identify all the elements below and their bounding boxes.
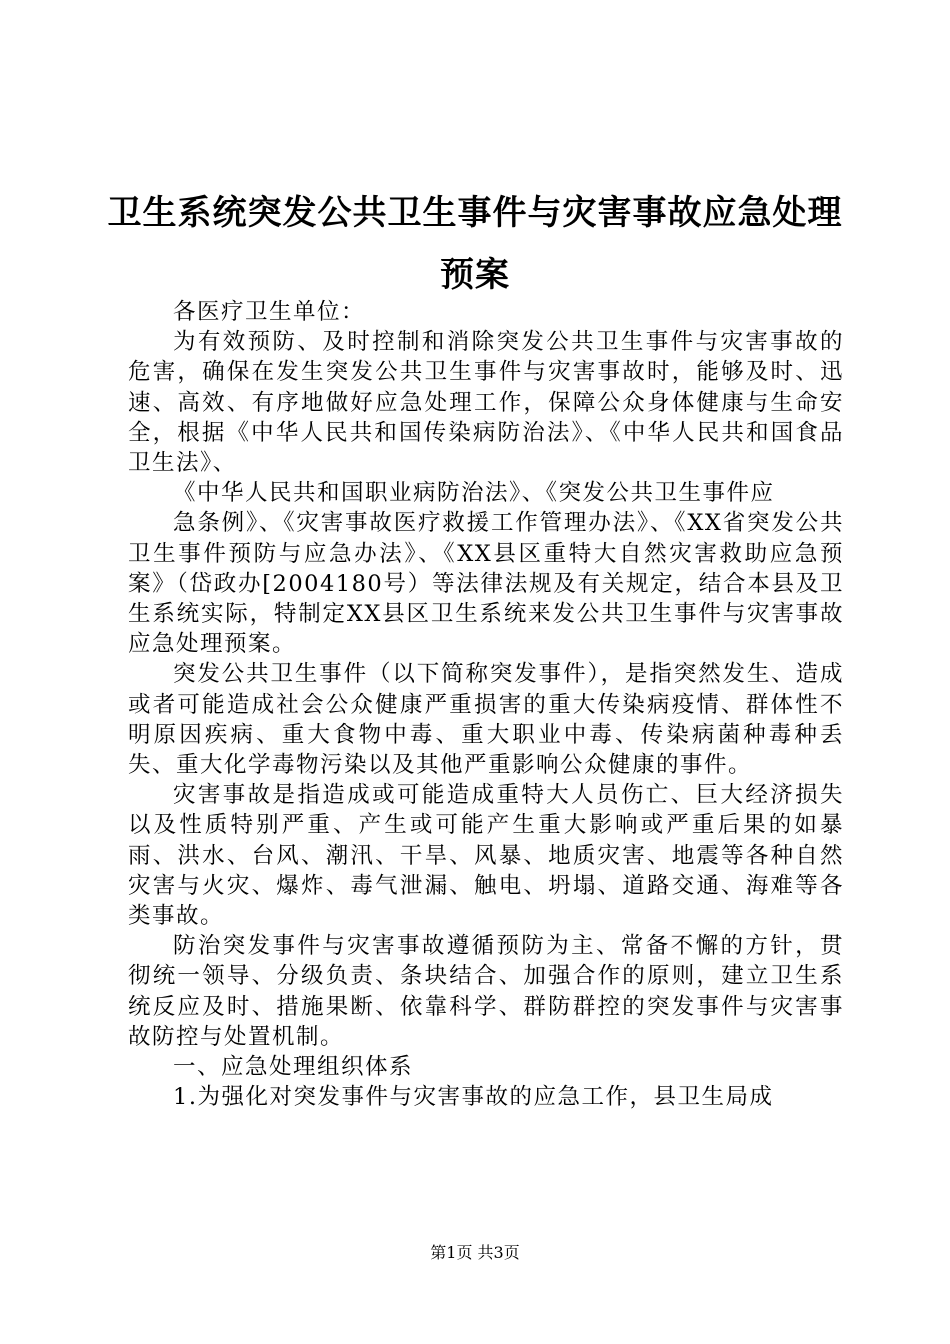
document-body [128,297,844,1112]
body-paragraph: 灾害事故是指造成或可能造成重特大人员伤亡、巨大经济损失以及性质特别严重、产生或可能产生重大影响或严重后果的如暴雨、洪水、台风、潮汛、干旱、风暴、地质灾害、地震等各种自然灾害与火灾、爆炸、毒气泄漏、触电、坍塌、道路交通、海难等各类事故。 [128,782,844,930]
body-paragraph: 为有效预防、及时控制和消除突发公共卫生事件与灾害事故的危害，确保在发生突发公共卫生事件与灾害事故时，能够及时、迅速、高效、有序地做好应急处理工作，保障公众身体健康与生命安全，根据《中华人民共和国传染病防治法》、《中华人民共和国食品卫生法》、 [128,329,844,477]
body-paragraph: 急条例》、《灾害事故医疗救援工作管理办法》、《XX省突发公共卫生事件预防与应急办法》、《XX县区重特大自然灾害救助应急预案》（岱政办[2004180号）等法律法规及有关规定，结合本县及卫生系统实际，特制定XX县区卫生系统来发公共卫生事件与灾害事故应急处理预案。 [128,510,844,658]
body-paragraph: 防治突发事件与灾害事故遵循预防为主、常备不懈的方针，贯彻统一领导、分级负责、条块结合、加强合作的原则，建立卫生系统反应及时、措施果断、依靠科学、群防群控的突发事件与灾害事故防控与处置机制。 [128,933,844,1050]
body-paragraph: 《中华人民共和国职业病防治法》、《突发公共卫生事件应 [173,480,775,507]
body-paragraph: 1.为强化对突发事件与灾害事故的应急工作，县卫生局成 [173,1084,774,1111]
body-paragraph: 突发公共卫生事件（以下简称突发事件），是指突然发生、造成或者可能造成社会公众健康严重损害的重大传染病疫情、群体性不明原因疾病、重大食物中毒、重大职业中毒、传染病菌种毒种丢失、重大化学毒物污染以及其他严重影响公众健康的事件。 [128,661,844,779]
section-heading: 一、应急处理组织体系 [173,1054,414,1081]
page-footer: 第1页 共3页 [430,1243,520,1262]
salutation-paragraph: 各医疗卫生单位： [173,299,366,325]
document-title: 卫生系统突发公共卫生事件与灾害事故应急处理预案 [107,193,843,295]
